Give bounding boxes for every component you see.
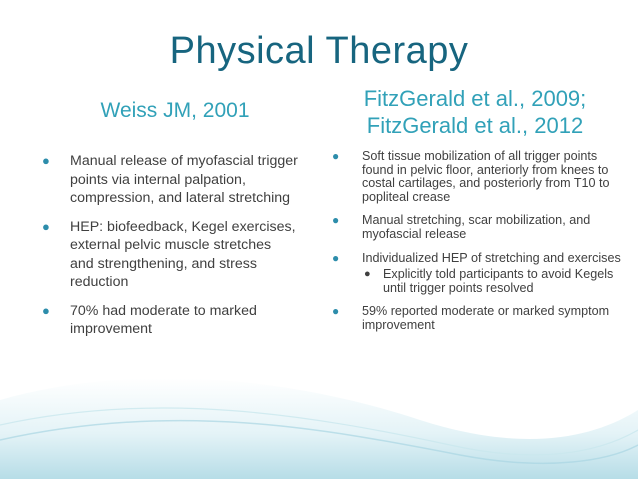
bullet-text: HEP: biofeedback, Kegel exercises, external pelvic muscle stretches and strengthening, and stress reduction (70, 218, 296, 290)
bullet-text: Individualized HEP of stretching and exercises (362, 250, 621, 265)
list-item (330, 214, 626, 241)
list-item (330, 252, 626, 296)
bullet-text: Manual stretching, scar mobilization, and myofascial release (362, 213, 591, 241)
bullet-icon: ● (332, 250, 340, 265)
right-bullet-list (330, 150, 626, 343)
bullet-text: 70% had moderate to marked improvement (70, 302, 257, 337)
bullet-text: Soft tissue mobilization of all trigger points found in pelvic floor, anteriorly from knees to costal cartilages, and posteriorly from T10 to popliteal crease (362, 149, 610, 204)
right-heading-line-1: FitzGerald et al., 2009; (363, 86, 587, 111)
bullet-icon: ● (332, 149, 340, 163)
list-item (40, 218, 298, 292)
left-bullet-list (40, 152, 298, 349)
sub-bullet-icon: ● (364, 268, 371, 281)
bullet-text: 59% reported moderate or marked symptom improvement (362, 304, 610, 332)
bullet-icon: ● (42, 302, 50, 318)
slide-title: Physical Therapy (169, 30, 469, 72)
bullet-text: Manual release of myofascial trigger points via internal palpation, compression, and lateral stretching (70, 153, 298, 206)
sub-list-item (362, 268, 626, 295)
left-column-heading: Weiss JM, 2001 (100, 99, 250, 122)
list-item (330, 150, 626, 204)
bullet-icon: ● (332, 304, 340, 319)
right-column-heading (330, 85, 620, 139)
sub-bullet-text: Explicitly told participants to avoid Kegels until trigger points resolved (383, 267, 614, 295)
bullet-icon: ● (332, 213, 340, 228)
right-heading-line-2: FitzGerald et al., 2012 (366, 113, 584, 138)
bullet-icon: ● (42, 153, 50, 168)
bullet-icon: ● (42, 218, 50, 234)
list-item (40, 152, 298, 208)
sub-bullet-list (362, 268, 626, 295)
list-item (40, 302, 298, 339)
list-item (330, 305, 626, 332)
